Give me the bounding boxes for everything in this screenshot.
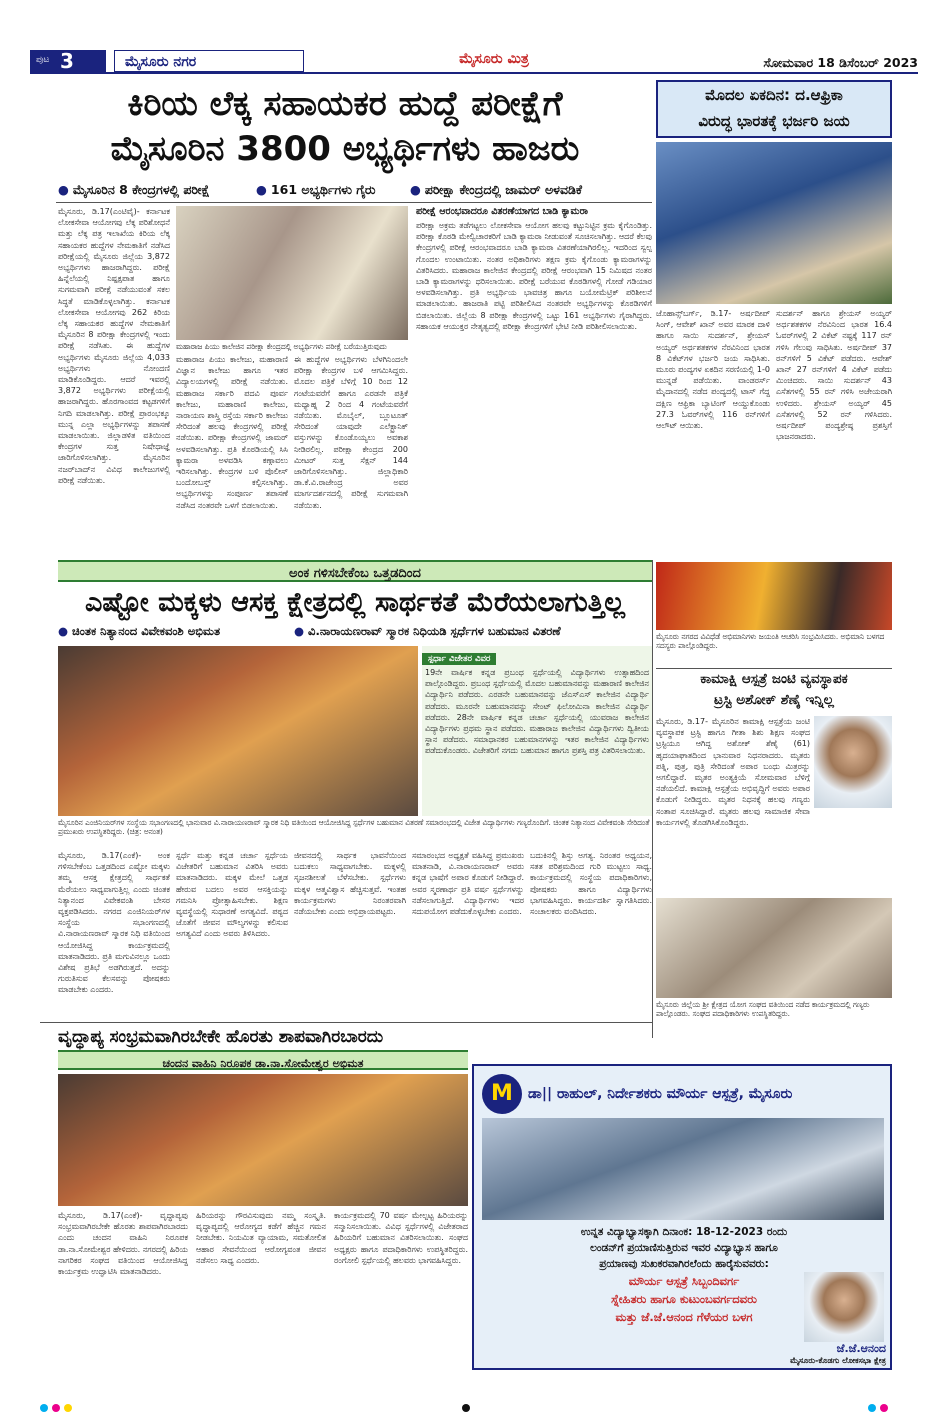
issue-date: [660, 52, 918, 72]
winners-box: [422, 646, 652, 816]
exam-photo-caption: ಮಹಾರಾಜ ಪಿಯು ಕಾಲೇಜಿನ ಪರೀಕ್ಷಾ ಕೇಂದ್ರದಲ್ಲಿ ಅಭ್ಯರ್ಥಿಗಳು ಪರೀಕ್ಷೆ ಬರೆಯುತ್ತಿರುವುದು: [176, 342, 387, 351]
prize-ceremony-photo: [58, 646, 418, 816]
ceremony-photo-caption: ಮೈಸೂರಿನ ಎಂಜಿನಿಯರ್‌ಗಳ ಸಂಸ್ಥೆಯ ಸಭಾಂಗಣದಲ್ಲಿ ಭಾನುವಾರ ವಿ.ನಾರಾಯಣರಾವ್ ಸ್ಮಾರಕ ನಿಧಿ ವತಿಯಿಂದ ಆಯೋಜಿಸಿದ್ದ ಸ್ಪರ್ಧೆಗಳ ಬಹುಮಾನ ವಿತರಣೆ ಸಮಾರಂಭದಲ್ಲಿ ವಿಜೇತ ವಿದ್ಯಾರ್ಥಿಗಳು ಗಣ್ಯರೊಂದಿಗೆ. ಚಿಂತಕ ನಿತ್ಯಾನಂದ ವಿವೇಕವಂಶಿ ಸೇರಿದಂತೆ ಪ್ರಮುಖರು ಉಪಸ್ಥಿತರಿದ್ದರು. (ಚಿತ್ರ: ಅನಂತ): [58, 818, 650, 837]
senior-citizens-photo: [58, 1074, 468, 1206]
middle-kicker: ಅಂಕ ಗಳಿಸಬೇಕೆಂಬ ಒತ್ತಡದಿಂದ: [289, 566, 421, 581]
bottom-col-1: ಮೈಸೂರು, ಡಿ.17(ಎಂಕೆ)- ವೃದ್ಧಾಪ್ಯವು ಸಂಭ್ರಮವಾಗಿರಬೇಕೇ ಹೊರತು ಶಾಪವಾಗಿರಬಾರದು ಎಂದು ಚಂದನ ವಾಹಿನಿ ನಿರೂಪಕ ಡಾ.ನಾ.ಸೋಮೇಶ್ವರ ಹೇಳಿದರು. ನಗರದಲ್ಲಿ ಹಿರಿಯ ನಾಗರಿಕರ ಸಂಘದ ವತಿಯಿಂದ ಆಯೋಜಿಸಿದ್ದ ಕಾರ್ಯಕ್ರಮ ಉದ್ಘಾಟಿಸಿ ಮಾತನಾಡಿದರು.: [58, 1211, 188, 1277]
middle-col-5: ಬದುಕಿನಲ್ಲಿ ಶಿಸ್ತು ಅಗತ್ಯ. ನಿರಂತರ ಅಧ್ಯಯನ, ಸತತ ಪರಿಶ್ರಮದಿಂದ ಗುರಿ ಮುಟ್ಟಲು ಸಾಧ್ಯ. ಕಾರ್ಯಕ್ರಮದಲ್ಲಿ ಸಂಸ್ಥೆಯ ಪದಾಧಿಕಾರಿಗಳು, ಪೋಷಕರು ಹಾಗೂ ವಿದ್ಯಾರ್ಥಿಗಳು ಭಾಗವಹಿಸಿದ್ದರು. ಕಾರ್ಯದರ್ಶಿ ಸ್ವಾಗತಿಸಿದರು. ಸಂಚಾಲಕರು ವಂದಿಸಿದರು.: [530, 851, 652, 917]
main-headline-line2: ಮೈಸೂರಿನ 3800 ಅಭ್ಯರ್ಥಿಗಳು ಹಾಜರು: [110, 129, 580, 169]
main-headline: [40, 82, 650, 178]
page-number-badge: [30, 50, 106, 72]
middle-headline: [58, 584, 652, 622]
subhead-1: ● ಮೈಸೂರಿನ 8 ಕೇಂದ್ರಗಳಲ್ಲಿ ಪರೀಕ್ಷೆ: [58, 182, 210, 197]
advert-line-1: ಉನ್ನತ ವಿದ್ಯಾಭ್ಯಾಸಕ್ಕಾಗಿ ದಿನಾಂಕ: 18-12-2023 ರಂದು: [580, 1226, 788, 1238]
main-headline-line1: ಕಿರಿಯ ಲೆಕ್ಕ ಸಹಾಯಕರ ಹುದ್ದೆ ಪರೀಕ್ಷೆಗೆ: [127, 84, 563, 124]
advert-signer-name: ಜೆ.ಜೆ.ಆನಂದ: [836, 1342, 886, 1355]
body-camera-block: [416, 206, 652, 552]
exam-hall-photo: [176, 206, 408, 340]
advert-line-2: ಲಂಡನ್‌ಗೆ ಪ್ರಯಾಣಿಸುತ್ತಿರುವ ಇವರ ವಿದ್ಯಾಭ್ಯಾಸ ಹಾಗೂ: [590, 1242, 778, 1254]
reg-dot-cyan-2: [868, 1404, 876, 1412]
reg-dot-magenta: [52, 1404, 60, 1412]
middle-col-4: ಸಮಾರಂಭದ ಅಧ್ಯಕ್ಷತೆ ವಹಿಸಿದ್ದ ಪ್ರಮುಖರು ಮಾತನಾಡಿ, ವಿ.ನಾರಾಯಣರಾವ್ ಅವರು ಕನ್ನಡ ಭಾಷೆಗೆ ಅಪಾರ ಕೊಡುಗೆ ನೀಡಿದ್ದಾರೆ. ಅವರ ಸ್ಮರಣಾರ್ಥ ಪ್ರತಿ ವರ್ಷ ಸ್ಪರ್ಧೆಗಳನ್ನು ನಡೆಸಲಾಗುತ್ತಿದೆ. ವಿದ್ಯಾರ್ಥಿಗಳು ಇದರ ಸದುಪಯೋಗ ಪಡೆದುಕೊಳ್ಳಬೇಕು ಎಂದರು.: [412, 851, 524, 917]
fans-photo-caption: ಮೈಸೂರು ನಗರದ ವಿವಿಧೆಡೆ ಅಭಿಮಾನಿಗಳು ಜಯಂತಿ ಆಚರಿಸಿ ಸಂಭ್ರಮಿಸಿದರು. ಅಭಿಮಾನಿ ಬಳಗದ ಸದಸ್ಯರು ಪಾಲ್ಗೊಂಡಿದ್ದರು.: [656, 632, 885, 651]
sport-banner: [656, 80, 892, 138]
body-camera-text: ಪರೀಕ್ಷಾ ಅಕ್ರಮ ತಡೆಗಟ್ಟಲು ಲೋಕಸೇವಾ ಆಯೋಗ ಹಲವು ಕಟ್ಟುನಿಟ್ಟಿನ ಕ್ರಮ ಕೈಗೊಂಡಿತ್ತು. ಪರೀಕ್ಷಾ ಕೊಠಡಿ ಮೇಲ್ವಿಚಾರಕರಿಗೆ ಬಾಡಿ ಕ್ಯಾಮರಾ ನೀಡುವಂತೆ ಸೂಚಿಸಲಾಗಿತ್ತು. ಆದರೆ ಕೆಲವು ಕೇಂದ್ರಗಳಲ್ಲಿ ಪರೀಕ್ಷೆ ಆರಂಭವಾದರೂ ಬಾಡಿ ಕ್ಯಾಮರಾ ವಿತರಣೆಯಾಗಿರಲಿಲ್ಲ. ಇದರಿಂದ ಸ್ವಲ್ಪ ಗೊಂದಲ ಉಂಟಾಯಿತು. ನಂತರ ಅಧಿಕಾರಿಗಳು ತಕ್ಷಣ ಕ್ರಮ ಕೈಗೊಂಡು ಕ್ಯಾಮರಾಗಳನ್ನು ವಿತರಿಸಿದರು. ಮಹಾರಾಜ ಕಾಲೇಜಿನ ಕೇಂದ್ರದಲ್ಲಿ ಪರೀಕ್ಷೆ ಆರಂಭವಾಗಿ 15 ನಿಮಿಷದ ನಂತರ ಬಾಡಿ ಕ್ಯಾಮರಾಗಳನ್ನು ಧರಿಸಲಾಯಿತು. ಪರೀಕ್ಷೆ ಬರೆಯುವ ಕೊಠಡಿಗಳಲ್ಲಿ ಗೋಡೆ ಗಡಿಯಾರ ಅಳವಡಿಸಲಾಗಿತ್ತು. ಪ್ರತಿ ಅಭ್ಯರ್ಥಿಯ ಭಾವಚಿತ್ರ ಹಾಗೂ ಬಯೋಮೆಟ್ರಿಕ್ ಪರಿಶೀಲನೆ ಮಾಡಲಾಯಿತು. ಹಾಜರಾತಿ ಪಟ್ಟಿ ಪರಿಶೀಲಿಸಿದ ನಂತರವೇ ಅಭ್ಯರ್ಥಿಗಳನ್ನು ಕೊಠಡಿಗಳಿಗೆ ಬಿಡಲಾಯಿತು. ಜಿಲ್ಲೆಯ 8 ಪರೀಕ್ಷಾ ಕೇಂದ್ರಗಳಲ್ಲಿ ಒಟ್ಟು 161 ಅಭ್ಯರ್ಥಿಗಳು ಗೈರಾಗಿದ್ದರು. ಸಹಾಯಕ ಆಯುಕ್ತರ ನೇತೃತ್ವದಲ್ಲಿ ಪರೀಕ್ಷಾ ಕೇಂದ್ರಗಳಿಗೆ ಭೇಟಿ ನೀಡಿ ಪರಿಶೀಲಿಸಲಾಯಿತು.: [416, 221, 652, 331]
section-name: [114, 50, 304, 72]
main-col-3: ಈ ಹುದ್ದೆಗಳ ಅಭ್ಯರ್ಥಿಗಳು ಬೆಳಗಿನಿಂದಲೇ ಪರೀಕ್ಷಾ ಕೇಂದ್ರಗಳ ಬಳಿ ಆಗಮಿಸಿದ್ದರು. ಮೊದಲ ಪತ್ರಿಕೆ ಬೆಳಿಗ್ಗೆ 10 ರಿಂದ 12 ಗಂಟೆಯವರೆಗೆ ಹಾಗೂ ಎರಡನೇ ಪತ್ರಿಕೆ ಮಧ್ಯಾಹ್ನ 2 ರಿಂದ 4 ಗಂಟೆಯವರೆಗೆ ನಡೆಯಿತು. ಮೊಬೈಲ್, ಬ್ಲೂಟೂತ್ ಸೇರಿದಂತೆ ಯಾವುದೇ ಎಲೆಕ್ಟ್ರಾನಿಕ್ ವಸ್ತುಗಳನ್ನು ಕೊಂಡೊಯ್ಯಲು ಅವಕಾಶ ನೀಡಿರಲಿಲ್ಲ. ಪರೀಕ್ಷಾ ಕೇಂದ್ರದ 200 ಮೀಟರ್ ಸುತ್ತ ಸೆಕ್ಷನ್ 144 ಜಾರಿಗೊಳಿಸಲಾಗಿತ್ತು. ಜಿಲ್ಲಾಧಿಕಾರಿ ಡಾ.ಕೆ.ವಿ.ರಾಜೇಂದ್ರ ಅವರ ಮಾರ್ಗದರ್ಶನದಲ್ಲಿ ಪರೀಕ್ಷೆ ಸುಗಮವಾಗಿ ನಡೆಯಿತು.: [294, 355, 408, 510]
sport-col-2: ಸುದರ್ಶನ್ ಹಾಗೂ ಶ್ರೇಯಸ್ ಅಯ್ಯರ್ ಅರ್ಧಶತಕಗಳ ನೆರವಿನಿಂದ ಭಾರತ 16.4 ಓವರ್‌ಗಳಲ್ಲಿ 2 ವಿಕೆಟ್ ನಷ್ಟಕ್ಕೆ 117 ರನ್ ಗಳಿಸಿ ಗೆಲುವು ಸಾಧಿಸಿತು. ಅರ್ಷದೀಪ್ 37 ರನ್‌ಗಳಿಗೆ 5 ವಿಕೆಟ್ ಪಡೆದರು. ಆವೇಶ್ ಖಾನ್ 27 ರನ್‌ಗಳಿಗೆ 4 ವಿಕೆಟ್ ಪಡೆದು ಮಿಂಚಿದರು. ಸಾಯಿ ಸುದರ್ಶನ್ 43 ಎಸೆತಗಳಲ್ಲಿ 55 ರನ್ ಗಳಿಸಿ ಅಜೇಯರಾಗಿ ಉಳಿದರು. ಶ್ರೇಯಸ್ ಅಯ್ಯರ್ 45 ಎಸೆತಗಳಲ್ಲಿ 52 ರನ್ ಗಳಿಸಿದರು. ಅರ್ಷದೀಪ್ ಪಂದ್ಯಶ್ರೇಷ್ಠ ಪ್ರಶಸ್ತಿಗೆ ಭಾಜನರಾದರು.: [776, 309, 892, 442]
middle-col-3: ಜೀವನದಲ್ಲಿ ಸಾರ್ಥಕ ಭಾವನೆಯಿಂದ ಬದುಕಲು ಸಾಧ್ಯವಾಗಬೇಕು. ಮಕ್ಕಳಲ್ಲಿ ಸೃಜನಶೀಲತೆ ಬೆಳೆಸಬೇಕು. ಸ್ಪರ್ಧೆಗಳು ಮಕ್ಕಳ ಆತ್ಮವಿಶ್ವಾಸ ಹೆಚ್ಚಿಸುತ್ತವೆ. ಇಂತಹ ಕಾರ್ಯಕ್ರಮಗಳು ನಿರಂತರವಾಗಿ ನಡೆಯಬೇಕು ಎಂದು ಅಭಿಪ್ರಾಯಪಟ್ಟರು.: [294, 851, 406, 917]
subhead-3: ● ಪರೀಕ್ಷಾ ಕೇಂದ್ರದಲ್ಲಿ ಜಾಮರ್ ಅಳವಡಿಕೆ: [410, 182, 582, 197]
reg-dot-black: [462, 1404, 470, 1412]
issue-date-text: ಸೋಮವಾರ 18 ಡಿಸೆಂಬರ್ 2023: [763, 55, 918, 70]
body-camera-title: ಪರೀಕ್ಷೆ ಆರಂಭವಾದರೂ ವಿತರಣೆಯಾಗದ ಬಾಡಿ ಕ್ಯಾಮರಾ: [416, 206, 588, 217]
middle-subhead-1: ● ಚಿಂತಕ ನಿತ್ಯಾನಂದ ವಿವೇಕವಂಶಿ ಅಭಿಮತ: [58, 624, 221, 638]
middle-subheads: [58, 624, 652, 642]
sport-banner-line2: ವಿರುದ್ಧ ಭಾರತಕ್ಕೆ ಭರ್ಜರಿ ಜಯ: [698, 112, 850, 130]
bottom-headline-text: ವೃದ್ಧಾಪ್ಯ ಸಂಭ್ರಮವಾಗಿರಬೇಕೇ ಹೊರತು ಶಾಪವಾಗಿರಬಾರದು: [58, 1027, 384, 1047]
bottom-headline: [58, 1024, 652, 1050]
main-col-2: ಮಹಾರಾಜ ಪಿಯು ಕಾಲೇಜು, ಮಹಾರಾಣಿ ವಿಜ್ಞಾನ ಕಾಲೇಜು ಹಾಗೂ ಇತರ ವಿದ್ಯಾಲಯಗಳಲ್ಲಿ ಪರೀಕ್ಷೆ ನಡೆಯಿತು. ಮಹಾರಾಜ ಸರ್ಕಾರಿ ಪದವಿ ಪೂರ್ವ ಕಾಲೇಜು, ಮಹಾರಾಣಿ ಕಾಲೇಜು, ನಾರಾಯಣ ಶಾಸ್ತ್ರಿ ರಸ್ತೆಯ ಸರ್ಕಾರಿ ಕಾಲೇಜು ಸೇರಿದಂತೆ ಹಲವು ಕೇಂದ್ರಗಳಲ್ಲಿ ಪರೀಕ್ಷೆ ನಡೆಯಿತು. ಪರೀಕ್ಷಾ ಕೇಂದ್ರಗಳಲ್ಲಿ ಜಾಮರ್ ಅಳವಡಿಸಲಾಗಿತ್ತು. ಪ್ರತಿ ಕೊಠಡಿಯಲ್ಲಿ ಸಿಸಿ ಕ್ಯಾಮರಾ ಅಳವಡಿಸಿ ಕಣ್ಗಾವಲು ಇರಿಸಲಾಗಿತ್ತು. ಕೇಂದ್ರಗಳ ಬಳಿ ಪೊಲೀಸ್ ಬಂದೋಬಸ್ತ್ ಕಲ್ಪಿಸಲಾಗಿತ್ತು. ಅಭ್ಯರ್ಥಿಗಳನ್ನು ಸಂಪೂರ್ಣ ತಪಾಸಣೆ ನಡೆಸಿದ ನಂತರವೇ ಒಳಗೆ ಬಿಡಲಾಯಿತು.: [176, 355, 288, 510]
middle-headline-text: ಎಷ್ಟೋ ಮಕ್ಕಳು ಆಸಕ್ತ ಕ್ಷೇತ್ರದಲ್ಲಿ ಸಾರ್ಥಕತೆ ಮೆರೆಯಲಾಗುತ್ತಿಲ್ಲ: [85, 587, 625, 618]
middle-col-2: ಸ್ಪರ್ಧೆ ಮತ್ತು ಕನ್ನಡ ಚರ್ಚಾ ಸ್ಪರ್ಧೆಯ ವಿಜೇತರಿಗೆ ಬಹುಮಾನ ವಿತರಿಸಿ ಅವರು ಮಾತನಾಡಿದರು. ಮಕ್ಕಳ ಮೇಲೆ ಒತ್ತಡ ಹೇರುವ ಬದಲು ಅವರ ಆಸಕ್ತಿಯನ್ನು ಗಮನಿಸಿ ಪ್ರೋತ್ಸಾಹಿಸಬೇಕು. ಶಿಕ್ಷಣ ವ್ಯವಸ್ಥೆಯಲ್ಲಿ ಸುಧಾರಣೆ ಅಗತ್ಯವಿದೆ. ಪಠ್ಯದ ಜೊತೆಗೆ ಜೀವನ ಮೌಲ್ಯಗಳನ್ನು ಕಲಿಸುವ ಅಗತ್ಯವಿದೆ ಎಂದು ಅವರು ತಿಳಿಸಿದರು.: [176, 851, 288, 939]
page-word: ಪುಟ: [36, 55, 50, 65]
page-header: [30, 48, 918, 74]
obituary-text: ಮೈಸೂರು, ಡಿ.17- ಮೈಸೂರಿನ ಕಾಮಾಕ್ಷಿ ಆಸ್ಪತ್ರೆಯ ಜಂಟಿ ವ್ಯವಸ್ಥಾಪಕ ಟ್ರಸ್ಟಿ ಹಾಗೂ ಗೀತಾ ಶಿಶು ಶಿಕ್ಷಣ ಸಂಘದ ಟ್ರಸ್ಟಿಯೂ ಆಗಿದ್ದ ಅಶೋಕ್ ಶೆಣೈ (61) ಹೃದಯಾಘಾತದಿಂದ ಭಾನುವಾರ ನಿಧನರಾದರು. ಮೃತರು ಪತ್ನಿ, ಪುತ್ರ, ಪುತ್ರಿ ಸೇರಿದಂತೆ ಅಪಾರ ಬಂಧು ಮಿತ್ರರನ್ನು ಅಗಲಿದ್ದಾರೆ. ಮೃತರ ಅಂತ್ಯಕ್ರಿಯೆ ಸೋಮವಾರ ಬೆಳಿಗ್ಗೆ ನಡೆಯಲಿದೆ. ಕಾಮಾಕ್ಷಿ ಆಸ್ಪತ್ರೆಯ ಅಭಿವೃದ್ಧಿಗೆ ಅವರು ಅಪಾರ ಕೊಡುಗೆ ನೀಡಿದ್ದರು. ಮೃತರ ನಿಧನಕ್ಕೆ ಹಲವು ಗಣ್ಯರು ಸಂತಾಪ ಸೂಚಿಸಿದ್ದಾರೆ. ಮೃತರು ಹಲವು ಸಾಮಾಜಿಕ ಸೇವಾ ಕಾರ್ಯಗಳಲ್ಲಿ ತೊಡಗಿಸಿಕೊಂಡಿದ್ದರು.: [656, 717, 810, 827]
masthead: [434, 48, 554, 72]
sport-banner-line1: ಮೊದಲ ಏಕದಿನ: ದ.ಆಫ್ರಿಕಾ: [705, 86, 843, 104]
advert-signer-place: ಮೈಸೂರು-ಕೊಡಗು ಲೋಕಸಭಾ ಕ್ಷೇತ್ರ: [790, 1356, 886, 1365]
middle-kicker-band: [58, 560, 652, 582]
main-col-1: ಮೈಸೂರು, ಡಿ.17(ಎಂಟಿವೈ)- ಕರ್ನಾಟಕ ಲೋಕಸೇವಾ ಆಯೋಗವು ಲೆಕ್ಕ ಪರಿಶೋಧನೆ ಮತ್ತು ಲೆಕ್ಕ ಪತ್ರ ಇಲಾಖೆಯ ಕಿರಿಯ ಲೆಕ್ಕ ಸಹಾಯಕರ ಹುದ್ದೆಗಳ ನೇಮಕಾತಿಗೆ ನಡೆಸಿದ ಪರೀಕ್ಷೆಯಲ್ಲಿ ಮೈಸೂರು ಜಿಲ್ಲೆಯ 3,872 ಅಭ್ಯರ್ಥಿಗಳು ಹಾಜರಾಗಿದ್ದರು. ಪರೀಕ್ಷೆ ಹಿನ್ನೆಲೆಯಲ್ಲಿ ನಿಷ್ಪಕ್ಷಪಾತ ಹಾಗೂ ಸುಗಮವಾಗಿ ಪರೀಕ್ಷೆ ನಡೆಯುವಂತೆ ಸಕಲ ಸಿದ್ಧತೆ ಮಾಡಿಕೊಳ್ಳಲಾಗಿತ್ತು. ಕರ್ನಾಟಕ ಲೋಕಸೇವಾ ಆಯೋಗವು 262 ಕಿರಿಯ ಲೆಕ್ಕ ಸಹಾಯಕರ ಹುದ್ದೆಗಳ ನೇಮಕಾತಿಗೆ ಮೈಸೂರಿನ 8 ಪರೀಕ್ಷಾ ಕೇಂದ್ರಗಳಲ್ಲಿ ಇಂದು ಪರೀಕ್ಷೆ ನಡೆಸಿತು. ಈ ಹುದ್ದೆಗಳ ಅಭ್ಯರ್ಥಿಗಳು ಮೈಸೂರು ಜಿಲ್ಲೆಯ 4,033 ಅಭ್ಯರ್ಥಿಗಳು ನೋಂದಣಿ ಮಾಡಿಕೊಂಡಿದ್ದರು. ಆದರೆ ಇವರಲ್ಲಿ 3,872 ಅಭ್ಯರ್ಥಿಗಳು ಪರೀಕ್ಷೆಯಲ್ಲಿ ಹಾಜರಾಗಿದ್ದರು. ಹೊರಗಾಂವದ ಕಟ್ಟಡಗಳಿಗೆ ನಿಗದಿ ಮಾಡಲಾಗಿತ್ತು. ಪರೀಕ್ಷೆ ಪ್ರಾರಂಭಕ್ಕೂ ಮುನ್ನ ಎಲ್ಲಾ ಅಭ್ಯರ್ಥಿಗಳನ್ನು ತಪಾಸಣೆ ಮಾಡಲಾಯಿತು. ಜಿಲ್ಲಾಡಳಿತ ವತಿಯಿಂದ ಕೇಂದ್ರಗಳ ಸುತ್ತ ನಿಷೇಧಾಜ್ಞೆ ಜಾರಿಗೊಳಿಸಲಾಗಿತ್ತು. ಮೈಸೂರಿನ ನಜರ್‌ಬಾದ್‌ನ ವಿವಿಧ ಕಾಲೇಜುಗಳಲ್ಲಿ ಪರೀಕ್ಷೆ ನಡೆಯಿತು.: [58, 207, 170, 485]
advert-group-photo: [482, 1118, 884, 1220]
meeting-photo-caption: ಮೈಸೂರು ಜಿಲ್ಲೆಯ ಶ್ರೀ ಕ್ಷೇತ್ರದ ಯೋಗ ಸಂಘದ ವತಿಯಿಂದ ನಡೆದ ಕಾರ್ಯಕ್ರಮದಲ್ಲಿ ಗಣ್ಯರು ಪಾಲ್ಗೊಂಡರು. ಸಂಘದ ಪದಾಧಿಕಾರಿಗಳು ಉಪಸ್ಥಿತರಿದ್ದರು.: [656, 1000, 870, 1019]
advert-line-4: ಮೌರ್ಯ ಆಸ್ಪತ್ರೆ ಸಿಬ್ಬಂದಿವರ್ಗ: [628, 1274, 740, 1288]
obituary-portrait: [814, 716, 892, 808]
reg-dot-magenta-2: [880, 1404, 888, 1412]
reg-dot-yellow: [64, 1404, 72, 1412]
bottom-subhead: ಚಂದನ ವಾಹಿನಿ ನಿರೂಪಕ ಡಾ.ನಾ.ಸೋಮೇಶ್ವರ ಅಭಿಮತ: [162, 1057, 364, 1070]
yoga-meeting-photo: [656, 898, 892, 998]
bottom-col-3: ಕಾರ್ಯಕ್ರಮದಲ್ಲಿ 70 ವರ್ಷ ಮೇಲ್ಪಟ್ಟ ಹಿರಿಯರನ್ನು ಸನ್ಮಾನಿಸಲಾಯಿತು. ವಿವಿಧ ಸ್ಪರ್ಧೆಗಳಲ್ಲಿ ವಿಜೇತರಾದ ಹಿರಿಯರಿಗೆ ಬಹುಮಾನ ವಿತರಿಸಲಾಯಿತು. ಸಂಘದ ಅಧ್ಯಕ್ಷರು ಹಾಗೂ ಪದಾಧಿಕಾರಿಗಳು ಉಪಸ್ಥಿತರಿದ್ದರು. ರಂಗೋಲಿ ಸ್ಪರ್ಧೆಯಲ್ಲಿ ಹಲವರು ಭಾಗವಹಿಸಿದ್ದರು.: [334, 1211, 468, 1265]
middle-col-1: ಮೈಸೂರು, ಡಿ.17(ಎಂಕೆ)- ಅಂಕ ಗಳಿಸಬೇಕೆಂಬ ಒತ್ತಡದಿಂದ ಎಷ್ಟೋ ಮಕ್ಕಳು ತಮ್ಮ ಆಸಕ್ತ ಕ್ಷೇತ್ರದಲ್ಲಿ ಸಾರ್ಥಕತೆ ಮೆರೆಯಲು ಸಾಧ್ಯವಾಗುತ್ತಿಲ್ಲ ಎಂದು ಚಿಂತಕ ನಿತ್ಯಾನಂದ ವಿವೇಕವಂಶಿ ಬೇಸರ ವ್ಯಕ್ತಪಡಿಸಿದರು. ನಗರದ ಎಂಜಿನಿಯರ್‌ಗಳ ಸಂಸ್ಥೆಯ ಸಭಾಂಗಣದಲ್ಲಿ ವಿ.ನಾರಾಯಣರಾವ್ ಸ್ಮಾರಕ ನಿಧಿ ವತಿಯಿಂದ ಆಯೋಜಿಸಿದ್ದ ಕಾರ್ಯಕ್ರಮದಲ್ಲಿ ಮಾತನಾಡಿದರು. ಪ್ರತಿ ಮಗುವಿನಲ್ಲೂ ಒಂದು ವಿಶೇಷ ಪ್ರತಿಭೆ ಅಡಗಿರುತ್ತದೆ. ಅದನ್ನು ಗುರುತಿಸುವ ಕೆಲಸವನ್ನು ಪೋಷಕರು ಮಾಡಬೇಕು ಎಂದರು.: [58, 851, 170, 995]
reg-dot-cyan: [40, 1404, 48, 1412]
winners-label: ಸ್ಪರ್ಧಾ ವಿಜೇತರ ವಿವರ: [422, 653, 496, 665]
advert-line-5: ಸ್ನೇಹಿತರು ಹಾಗೂ ಕುಟುಂಬವರ್ಗದವರು: [611, 1292, 757, 1306]
advert-title: [528, 1076, 888, 1112]
bottom-col-2: ಹಿರಿಯರನ್ನು ಗೌರವಿಸುವುದು ನಮ್ಮ ಸಂಸ್ಕೃತಿ. ವೃದ್ಧಾಪ್ಯದಲ್ಲಿ ಆರೋಗ್ಯದ ಕಡೆಗೆ ಹೆಚ್ಚಿನ ಗಮನ ನೀಡಬೇಕು. ನಿಯಮಿತ ವ್ಯಾಯಾಮ, ಸಮತೋಲಿತ ಆಹಾರ ಸೇವನೆಯಿಂದ ಆರೋಗ್ಯವಂತ ಜೀವನ ನಡೆಸಲು ಸಾಧ್ಯ ಎಂದರು.: [196, 1211, 326, 1265]
main-subheads: [58, 182, 650, 200]
obituary-title: [656, 668, 892, 712]
page-number: 3: [60, 49, 74, 73]
bottom-subhead-band: [58, 1050, 468, 1070]
cricket-photo: [656, 142, 892, 304]
winners-text: 19ನೇ ವಾರ್ಷಿಕ ಕನ್ನಡ ಪ್ರಬಂಧ ಸ್ಪರ್ಧೆಯಲ್ಲಿ ವಿದ್ಯಾರ್ಥಿಗಳು ಉತ್ಸಾಹದಿಂದ ಪಾಲ್ಗೊಂಡಿದ್ದರು. ಪ್ರಬಂಧ ಸ್ಪರ್ಧೆಯಲ್ಲಿ ಮೊದಲ ಬಹುಮಾನವನ್ನು ಮಹಾರಾಣಿ ಕಾಲೇಜಿನ ವಿದ್ಯಾರ್ಥಿನಿ ಪಡೆದರು. ಎರಡನೇ ಬಹುಮಾನವನ್ನು ಜೆಎಸ್‌ಎಸ್ ಕಾಲೇಜಿನ ವಿದ್ಯಾರ್ಥಿ ಪಡೆದರು. ಮೂರನೇ ಬಹುಮಾನವನ್ನು ಸೇಂಟ್ ಫಿಲೋಮಿನಾ ಕಾಲೇಜಿನ ವಿದ್ಯಾರ್ಥಿ ಪಡೆದರು. 28ನೇ ವಾರ್ಷಿಕ ಕನ್ನಡ ಚರ್ಚಾ ಸ್ಪರ್ಧೆಯಲ್ಲಿ ಯುವರಾಜ ಕಾಲೇಜಿನ ವಿದ್ಯಾರ್ಥಿಗಳು ಪ್ರಥಮ ಸ್ಥಾನ ಪಡೆದರು. ಮಹಾರಾಜ ಕಾಲೇಜಿನ ವಿದ್ಯಾರ್ಥಿಗಳು ದ್ವಿತೀಯ ಸ್ಥಾನ ಪಡೆದರು. ಸಮಾಧಾನಕರ ಬಹುಮಾನಗಳನ್ನು ಇತರ ಕಾಲೇಜಿನ ವಿದ್ಯಾರ್ಥಿಗಳು ಪಡೆದುಕೊಂಡರು. ವಿಜೇತರಿಗೆ ನಗದು ಬಹುಮಾನ ಹಾಗೂ ಪ್ರಶಸ್ತಿ ಪತ್ರ ವಿತರಿಸಲಾಯಿತು.: [425, 668, 649, 756]
hospital-advert: [472, 1064, 892, 1370]
advert-signer-photo: [804, 1272, 884, 1342]
sport-col-1: ಜೊಹಾನ್ಸ್‌ಬರ್ಗ್, ಡಿ.17- ಅರ್ಷದೀಪ್ ಸಿಂಗ್, ಆವೇಶ್ ಖಾನ್ ಅವರ ಮಾರಕ ದಾಳಿ ಹಾಗೂ ಸಾಯಿ ಸುದರ್ಶನ್, ಶ್ರೇಯಸ್ ಅಯ್ಯರ್ ಅರ್ಧಶತಕಗಳ ನೆರವಿನಿಂದ ಭಾರತ 8 ವಿಕೆಟ್‌ಗಳ ಭರ್ಜರಿ ಜಯ ಸಾಧಿಸಿತು. ಮೂರು ಪಂದ್ಯಗಳ ಏಕದಿನ ಸರಣಿಯಲ್ಲಿ 1-0 ಮುನ್ನಡೆ ಪಡೆಯಿತು. ವಾಂಡರರ್ಸ್ ಮೈದಾನದಲ್ಲಿ ನಡೆದ ಪಂದ್ಯದಲ್ಲಿ ಟಾಸ್ ಗೆದ್ದ ದಕ್ಷಿಣ ಆಫ್ರಿಕಾ ಬ್ಯಾಟಿಂಗ್ ಆಯ್ದುಕೊಂಡು 27.3 ಓವರ್‌ಗಳಲ್ಲಿ 116 ರನ್‌ಗಳಿಗೆ ಆಲೌಟ್ ಆಯಿತು.: [656, 309, 770, 431]
obituary-title-line2: ಟ್ರಸ್ಟಿ ಅಶೋಕ್ ಶೆಣೈ ಇನ್ನಿಲ್ಲ: [714, 692, 834, 708]
section-label: ಮೈಸೂರು ನಗರ: [125, 54, 197, 70]
obituary-title-line1: ಕಾಮಾಕ್ಷಿ ಆಸ್ಪತ್ರೆ ಜಂಟಿ ವ್ಯವಸ್ಥಾಪಕ: [700, 671, 848, 687]
advert-signer: [674, 1342, 886, 1368]
advert-logo-text: M: [491, 1081, 513, 1106]
middle-subhead-2: ● ವಿ.ನಾರಾಯಣರಾವ್ ಸ್ಮಾರಕ ನಿಧಿಯಡಿ ಸ್ಪರ್ಧೆಗಳ ಬಹುಮಾನ ವಿತರಣೆ: [294, 624, 561, 638]
advert-logo: [482, 1074, 522, 1114]
advert-title-text: ಡಾ|| ರಾಹುಲ್, ನಿರ್ದೇಶಕರು ಮೌರ್ಯ ಆಸ್ಪತ್ರೆ, ಮೈಸೂರು: [528, 1086, 793, 1102]
masthead-title: ಮೈಸೂರು ಮಿತ್ರ: [459, 51, 529, 67]
actor-fans-photo: [656, 562, 892, 630]
subhead-2: ● 161 ಅಭ್ಯರ್ಥಿಗಳು ಗೈರು: [256, 182, 376, 197]
advert-line-6: ಮತ್ತು ಜೆ.ಜೆ.ಆನಂದ ಗೆಳೆಯರ ಬಳಗ: [615, 1310, 753, 1324]
advert-line-3: ಪ್ರಯಾಣವು ಸುಖಕರವಾಗಿರಲೆಂದು ಹಾರೈಸುವವರು:: [599, 1258, 769, 1270]
